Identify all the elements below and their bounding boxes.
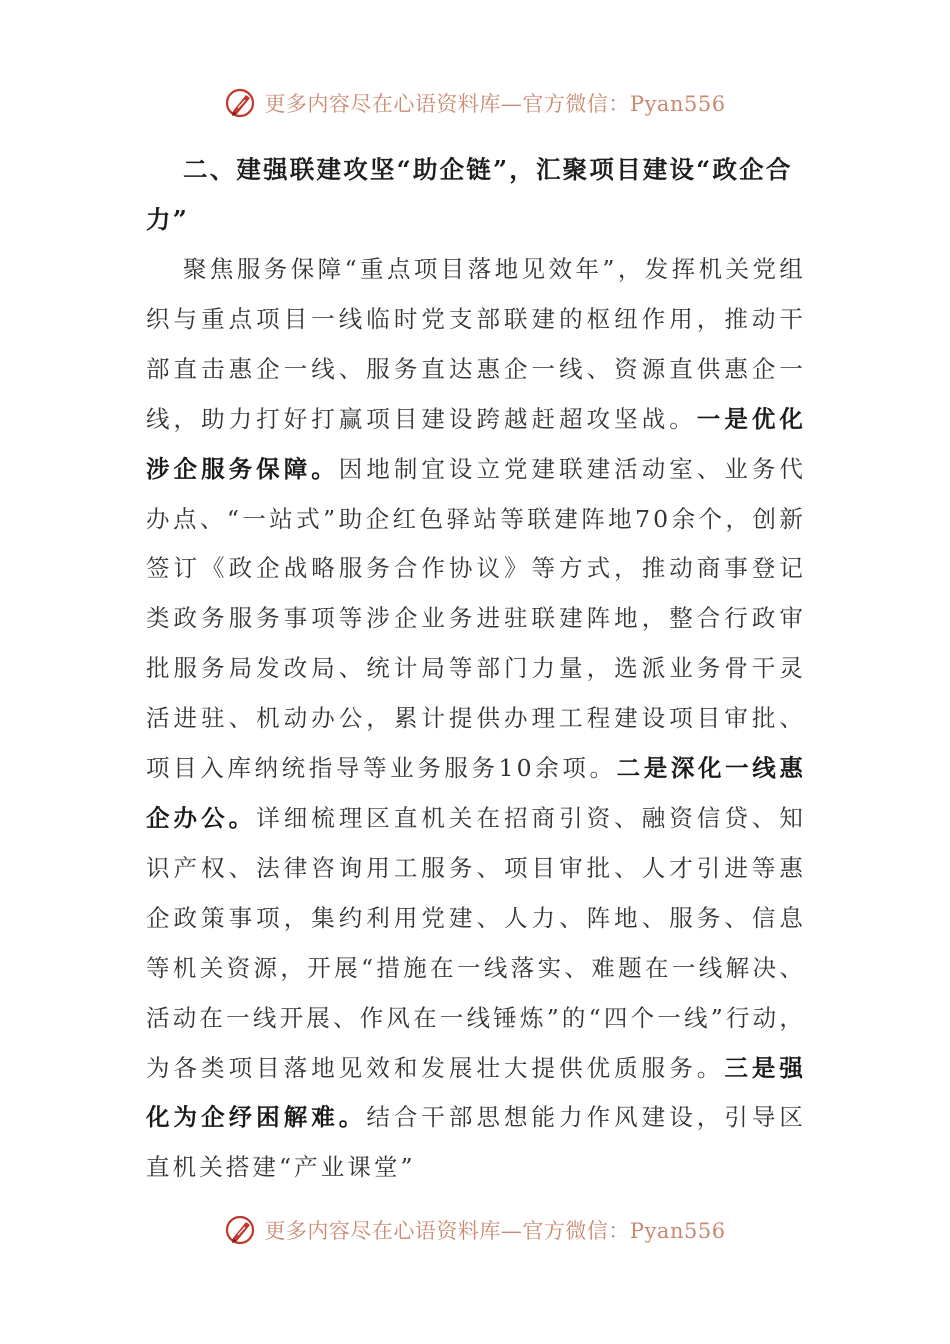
- point-one-text: 因地制宜设立党建联建活动室、业务代办点、“一站式”助企红色驿站等联建阵地70余个，创新签订《政企战略服务合作协议》等方式，推动商事登记类政务服务事项等涉企业务进驻联建阵地，整合行政审批服务局发改局、统计局等部门力量，选派业务骨干灵活进驻、机动办公，累计提供办理工程建设项目审批、项目入库纳统指导等业务服务10余项。: [146, 454, 807, 783]
- body-paragraph: [146, 245, 806, 1193]
- watermark-text: 更多内容尽在心语资料库—官方微信：Pyan556: [264, 1219, 726, 1243]
- header-watermark: [0, 83, 950, 123]
- paragraph-intro: 聚焦服务保障“重点项目落地见效年”，发挥机关党组织与重点项目一线临时党支部联建的枢纽作用，推动干部直击惠企一线、服务直达惠企一线、资源直供惠企一线，助力打好打赢项目建设跨越赶超攻坚战。: [146, 255, 806, 433]
- point-one-title: 一是优化涉企服务保障。: [146, 404, 806, 483]
- point-two-text: 详细梳理区直机关在招商引资、融资信贷、知识产权、法律咨询用工服务、项目审批、人才引进等惠企政策事项，集约利用党建、人力、阵地、服务、信息等机关资源，开展“措施在一线落实、难题在一线解决、活动在一线开展、作风在一线锤炼”的“四个一线”行动，为各类项目落地见效和发展壮大提供优质服务。: [146, 803, 806, 1082]
- point-two-title: 二是深化一线惠企办公。: [146, 754, 807, 832]
- section-heading: 二、建强联建攻坚“助企链”，汇聚项目建设“政企合力”: [146, 155, 793, 234]
- document-body: [146, 145, 806, 1193]
- watermark-text: 更多内容尽在心语资料库—官方微信：Pyan556: [264, 92, 726, 116]
- point-three-text: 结合干部思想能力作风建设，引导区直机关搭建“产业课堂”: [146, 1103, 806, 1182]
- point-three-title: 三是强化为企纾困解难。: [146, 1053, 806, 1132]
- pen-nib-logo-icon: [224, 86, 258, 120]
- footer-watermark: [0, 1210, 950, 1250]
- pen-nib-logo-icon: [224, 1213, 258, 1247]
